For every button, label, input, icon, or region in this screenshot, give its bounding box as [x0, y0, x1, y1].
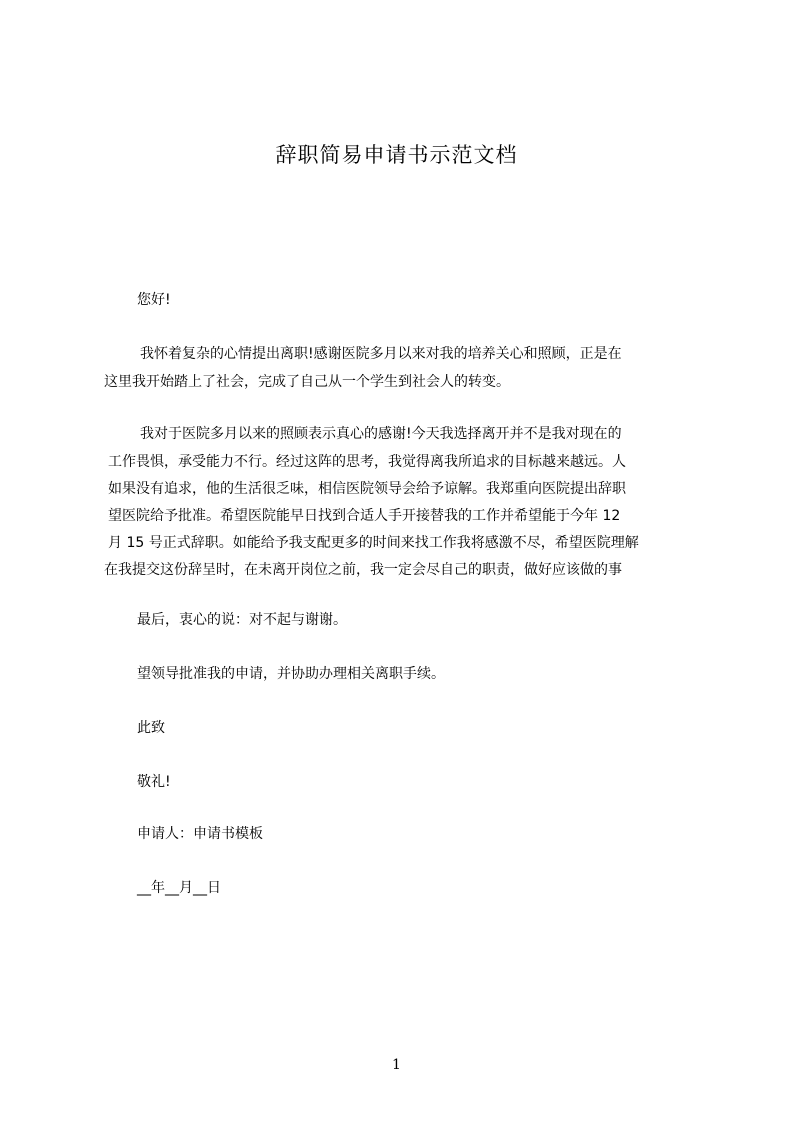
paragraph2-line6: 在我提交这份辞呈时，在未离开岗位之前，我一定会尽自己的职责，做好应该做的事 — [104, 562, 622, 578]
salutation-ci-zhi: 此致 — [137, 720, 165, 736]
paragraph1-line2: 这里我开始踏上了社会，完成了自己从一个学生到社会人的转变。 — [104, 374, 510, 390]
salutation-jing-li: 敬礼! — [137, 774, 171, 790]
closing-thanks: 最后，衷心的说：对不起与谢谢。 — [137, 612, 347, 628]
paragraph2-line4: 望医院给予批准。希望医院能早日找到合适人手开接替我的工作并希望能于今年 12 — [108, 508, 621, 524]
paragraph2-row5 — [0, 533, 697, 557]
paragraph2-line1: 我对于医院多月以来的照顾表示真心的感谢!今天我选择离开并不是我对现在的 — [140, 426, 622, 442]
paragraph2-row4 — [0, 506, 697, 530]
paragraph2-line2: 工作畏惧，承受能力不行。经过这阵的思考，我觉得离我所追求的目标越来越远。人 — [108, 454, 626, 470]
date-line: __年__月__日 — [137, 880, 221, 896]
request-line: 望领导批准我的申请，并协助办理相关离职手续。 — [137, 666, 445, 682]
greeting: 您好! — [137, 292, 171, 308]
paragraph2-line5: 月 15 号正式辞职。如能给予我支配更多的时间来找工作我将感激不尽，希望医院理解 — [108, 535, 639, 551]
paragraph2-line3: 如果没有追求，他的生活很乏味，相信医院领导会给予谅解。我郑重向医院提出辞职 — [108, 481, 626, 497]
paragraph2-row3 — [0, 479, 697, 503]
paragraph1-line1: 我怀着复杂的心情提出离职!感谢医院多月以来对我的培养关心和照顾，正是在 — [140, 346, 622, 362]
paragraph2-row2 — [0, 452, 697, 476]
document-title: 辞职简易申请书示范文档 — [275, 143, 518, 167]
paragraph2-row6 — [0, 560, 697, 584]
page-number: 1 — [392, 1057, 401, 1073]
applicant-line: 申请人：申请书模板 — [137, 826, 263, 842]
paragraph2-row1 — [0, 424, 697, 448]
